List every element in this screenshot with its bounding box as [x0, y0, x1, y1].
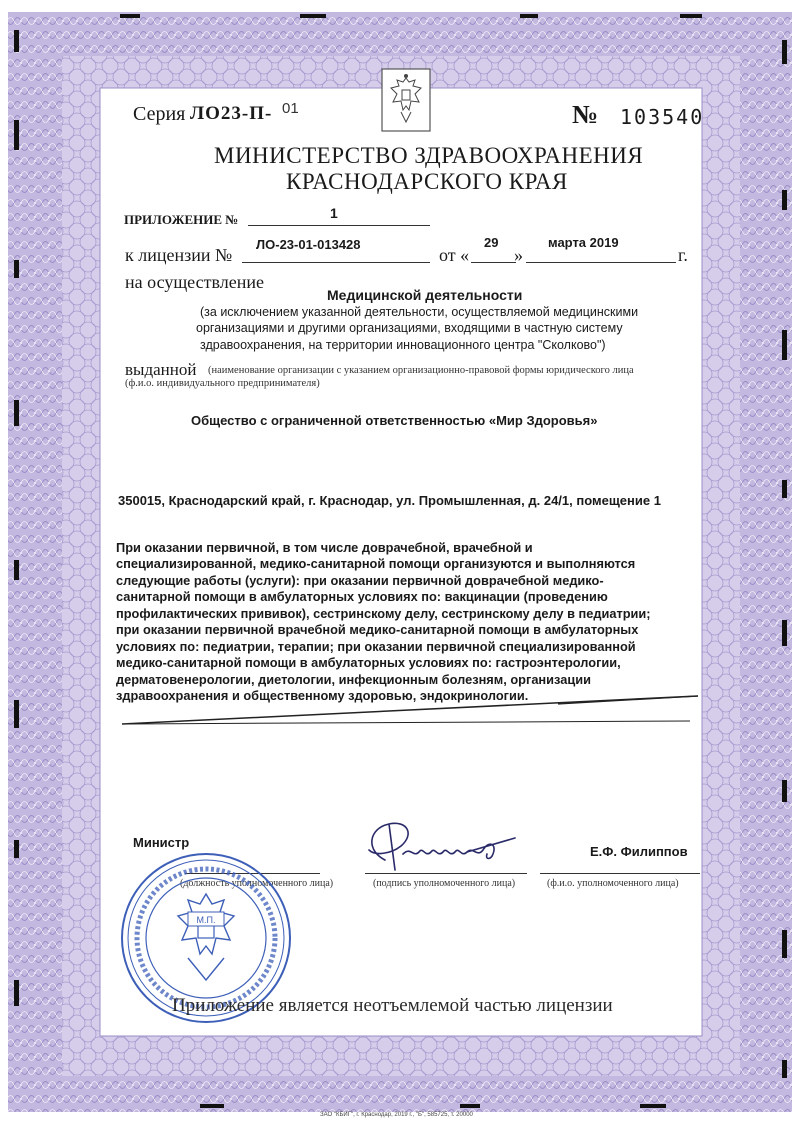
- license-day-line: [471, 262, 516, 263]
- closing-z-line: [110, 690, 700, 730]
- license-close-quote: »: [514, 245, 523, 265]
- activity-note-line2: организациями и другими организациями, входящими в частную систему: [196, 321, 623, 335]
- license-year-suffix: г.: [678, 245, 688, 265]
- name-line: [540, 873, 700, 874]
- series-label: Серия: [133, 103, 186, 125]
- license-month-year: марта 2019: [548, 235, 619, 250]
- ministry-title-line2: КРАСНОДАРСКОГО КРАЯ: [286, 169, 568, 194]
- services-line: специализированной, медико-санитарной помощи организуются и выполняются: [116, 556, 636, 571]
- appendix-number: 1: [330, 205, 338, 221]
- license-number: ЛО-23-01-013428: [256, 237, 361, 252]
- issued-label: выданной: [125, 360, 197, 379]
- activity-name: Медицинской деятельности: [327, 287, 523, 303]
- signatory-position: Министр: [133, 835, 190, 850]
- footer-statement: Приложение является неотъемлемой частью лицензии: [172, 995, 613, 1016]
- printer-imprint: ЗАО "КБИГ", г. Краснодар, 2019 г., "Б", 585725, т. 20000: [320, 1112, 473, 1118]
- ministry-title-line1: МИНИСТЕРСТВО ЗДРАВООХРАНЕНИЯ: [214, 143, 644, 168]
- license-prefix: к лицензии №: [125, 245, 233, 265]
- license-month-line: [526, 262, 676, 263]
- issued-hint-line1: (наименование организации с указанием организационно-правовой формы юридического лица: [208, 365, 634, 376]
- services-line: профилактических прививок), сестринскому делу, сестринскому делу в педиатрии;: [116, 606, 651, 621]
- license-number-line: [242, 262, 430, 263]
- coat-of-arms-icon: [381, 68, 431, 132]
- activity-note-line1: (за исключением указанной деятельности, осуществляемой медицинскими: [200, 305, 639, 319]
- services-line: медико-санитарной помощи в амбулаторных условиях по: гастроэнтерологии,: [116, 655, 621, 670]
- series-value: ЛО23-П-: [190, 103, 273, 124]
- services-line: следующие работы (услуги): при оказании первичной доврачебной медико-: [116, 573, 604, 588]
- license-day: 29: [484, 235, 499, 250]
- activity-label: на осуществление: [125, 272, 264, 292]
- services-line: При оказании первичной, в том числе доврачебной, врачебной и: [116, 540, 533, 555]
- activity-note-line3: здравоохранения, на территории инновационного центра "Сколково"): [200, 338, 606, 352]
- services-line: при оказании первичной врачебной медико-санитарной помощи в амбулаторных: [116, 622, 639, 637]
- services-line: условиях по: педиатрии, терапии; при оказании первичной специализированной: [116, 639, 636, 654]
- services-line: дерматовенерологии, диетологии, инфекционным болезням, организации: [116, 672, 591, 687]
- signatory-name: Е.Ф. Филиппов: [590, 844, 688, 859]
- organization-name: Общество с ограниченной ответственностью «Мир Здоровья»: [191, 413, 598, 428]
- number-sign: №: [572, 100, 599, 129]
- issued-hint-line2: (ф.и.о. индивидуального предпринимателя): [125, 378, 320, 389]
- caption-position: (должность уполномоченного лица): [180, 878, 334, 889]
- license-form-number: 103540: [620, 105, 705, 129]
- organization-address: 350015, Краснодарский край, г. Краснодар, ул. Промышленная, д. 24/1, помещение 1: [118, 493, 661, 508]
- handwritten-signature: [355, 810, 530, 880]
- stamp-mark: М.П.: [196, 915, 216, 925]
- appendix-label: ПРИЛОЖЕНИЕ №: [124, 212, 239, 227]
- caption-name: (ф.и.о. уполномоченного лица): [547, 878, 679, 889]
- series-handwritten: 01: [282, 100, 299, 117]
- license-from-label: от «: [439, 245, 470, 265]
- services-line: санитарной помощи в амбулаторных условиях по: вакцинации (проведению: [116, 589, 608, 604]
- appendix-number-line: [248, 225, 430, 226]
- caption-signature: (подпись уполномоченного лица): [373, 878, 516, 889]
- services-line: здравоохранения и общественному здоровью, эндокринологии.: [116, 688, 529, 703]
